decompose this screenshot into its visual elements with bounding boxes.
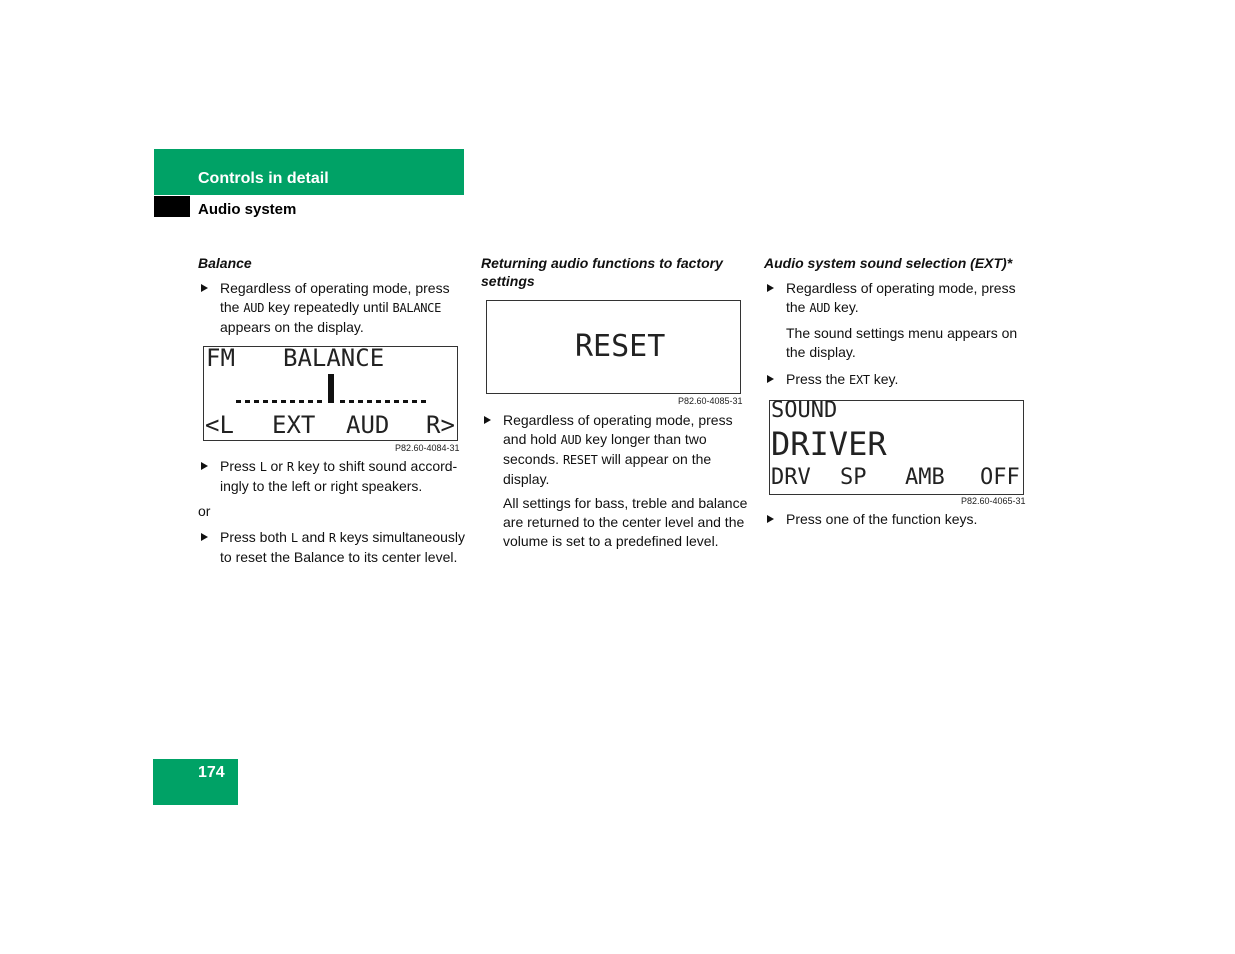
- reset-lcd-display: [486, 300, 741, 394]
- lcd-sound-label: SOUND: [771, 400, 838, 423]
- bullet-triangle-icon: [201, 284, 208, 292]
- section-title: Controls in detail: [198, 170, 329, 187]
- balance-step-3: Press both L and R keys simultaneously to reset the Balance to its center level.: [198, 528, 495, 567]
- subsection-marker: [154, 196, 190, 217]
- figure-ref-4065: P82.60-4065-31: [961, 496, 1026, 506]
- lcd-fm-label: FM: [206, 346, 235, 372]
- page-number: 174: [198, 764, 225, 781]
- sound-menu-description: The sound settings menu appears on the display.: [786, 325, 1018, 360]
- lcd-off-key: OFF: [980, 465, 1020, 490]
- lcd-right-key: R>: [426, 411, 455, 439]
- subsection-title: Audio system: [198, 201, 297, 218]
- bullet-triangle-icon: [767, 375, 774, 383]
- lcd-balance-label: BALANCE: [283, 346, 385, 372]
- bullet-triangle-icon: [484, 416, 491, 424]
- reset-description: All settings for bass, treble and balance are returned to the center level and the volume is set to a predefined level.: [503, 495, 748, 549]
- lcd-ext-key: EXT: [272, 411, 316, 439]
- sound-step-3: Press one of the function keys.: [764, 510, 1056, 529]
- page-number-box: [153, 759, 238, 805]
- reset-step-1: Regardless of operating mode, press and hold AUD key longer than two seconds. RESET will appear on the display.: [481, 411, 773, 489]
- or-text: or: [198, 503, 211, 519]
- balance-lcd-display: [203, 346, 458, 441]
- lcd-amb-key: AMB: [905, 465, 945, 490]
- bullet-triangle-icon: [767, 284, 774, 292]
- bullet-triangle-icon: [201, 462, 208, 470]
- lcd-driver-label: DRIVER: [771, 425, 887, 463]
- balance-step-1: Regardless of operating mode, press the AUD key repeatedly until BALANCE appears on the display.: [198, 279, 490, 337]
- lcd-reset-label: RESET: [575, 329, 666, 364]
- bullet-triangle-icon: [201, 533, 208, 541]
- bullet-triangle-icon: [767, 515, 774, 523]
- balance-heading: Balance: [198, 255, 252, 271]
- lcd-drv-key: DRV: [771, 465, 811, 490]
- lcd-left-key: <L: [205, 411, 234, 439]
- balance-step-2: Press L or R key to shift sound accord- ingly to the left or right speakers.: [198, 457, 490, 496]
- sound-lcd-display: [769, 400, 1024, 495]
- sound-selection-heading: Audio system sound selection (EXT)*: [764, 255, 1013, 271]
- figure-ref-4085: P82.60-4085-31: [678, 396, 743, 406]
- sound-step-1: Regardless of operating mode, press the AUD key.: [764, 279, 1056, 318]
- lcd-sp-key: SP: [840, 465, 867, 490]
- balance-level-indicator: [234, 371, 434, 407]
- sound-step-2: Press the EXT key.: [764, 370, 1056, 390]
- lcd-aud-key: AUD: [346, 411, 390, 439]
- figure-ref-4084: P82.60-4084-31: [395, 443, 460, 453]
- factory-reset-heading: Returning audio functions to factory settings: [481, 255, 723, 289]
